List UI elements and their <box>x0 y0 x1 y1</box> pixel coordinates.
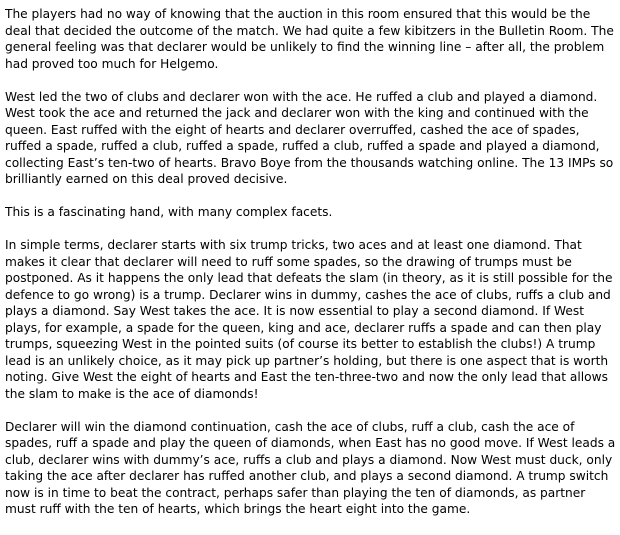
paragraph-analysis: In simple terms, declarer starts with six trump tricks, two aces and at least one diamond. That makes it clear that declarer will need to ruff some spades, so the drawing of trumps must be postponed. As it happens the only lead that defeats the slam (in theory, as it is still possible for the defence to go wrong) is a trump. Declarer wins in dummy, cashes the ace of clubs, ruffs a club and plays a diamond. Say West takes the ace. It is now essential to play a second diamond. If West plays, for example, a spade for the queen, king and ace, declarer ruffs a spade and can then play trumps, squeezing West in the pointed suits (of course its better to establish the clubs!) A trump lead is an unlikely choice, as it may pick up partner’s holding, but there is one aspect that is worth noting. Give West the eight of hearts and East the ten-three-two and now the only lead that allows the slam to make is the ace of diamonds! <box>5 238 613 401</box>
paragraph-play: West led the two of clubs and declarer won with the ace. He ruffed a club and played a diamond. West took the ace and returned the jack and declarer won with the king and continued with the queen. East ruffed with the eight of hearts and declarer overruffed, cashed the ace of spades, ruffed a spade, ruffed a club, ruffed a spade, ruffed a club, ruffed a spade and played a diamond, collecting East’s ten-two of hearts. Bravo Boye from the thousands watching online. The 13 IMPs so brilliantly earned on this deal proved decisive. <box>5 89 614 186</box>
paragraph-continuation: Declarer will win the diamond continuation, cash the ace of clubs, ruff a club, cash the ace of spades, ruff a spade and play the queen of diamonds, when East has no good move. If West leads a club, declarer wins with dummy’s ace, ruffs a club and plays a diamond. Now West must duck, only taking the ace after declarer has ruffed another club, and plays a second diamond. A trump switch now is in time to beat the contract, perhaps safer than playing the ten of diamonds, as partner must ruff with the ten of hearts, which brings the heart eight into the game. <box>5 419 616 516</box>
article-body <box>5 6 617 518</box>
paragraph-fascinating: This is a fascinating hand, with many complex facets. <box>5 205 333 219</box>
paragraph-intro: The players had no way of knowing that the auction in this room ensured that this would be the deal that decided the outcome of the match. We had quite a few kibitzers in the Bulletin Room. The general feeling was that declarer would be unlikely to find the winning line – after all, the problem had proved too much for Helgemo. <box>5 7 614 71</box>
